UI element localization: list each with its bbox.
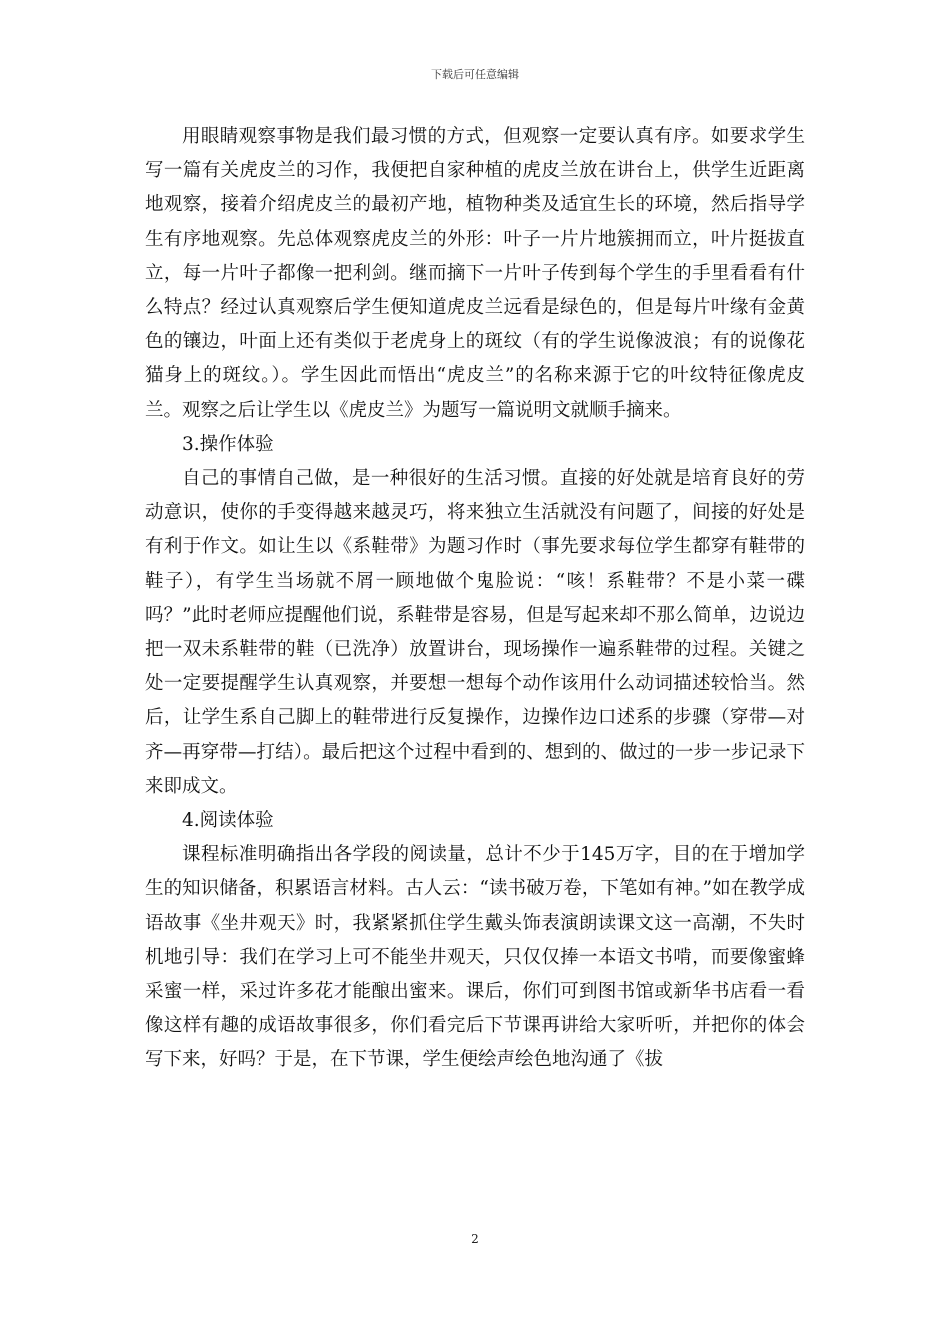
document-body	[145, 120, 805, 1078]
section-heading-reading: 4.阅读体验	[182, 810, 274, 832]
paragraph-reading: 课程标准明确指出各学段的阅读量，总计不少于145万字，目的在于增加学生的知识储备，积累语言材料。古人云：“读书破万卷，下笔如有神。”如在教学成语故事《坐井观天》时，我紧紧抓住学生戴头饰表演朗读课文这一高潮，不失时机地引导：我们在学习上可不能坐井观天，只仅仅捧一本语文书啃，而要像蜜蜂采蜜一样，采过许多花才能酿出蜜来。课后，你们可到图书馆或新华书店看一看像这样有趣的成语故事很多，你们看完后下节课再讲给大家听听，并把你的体会写下来，好吗？于是，在下节课，学生便绘声绘色地沟通了《拔	[145, 844, 805, 1071]
section-heading-operation: 3.操作体验	[182, 433, 274, 455]
paragraph-observation: 用眼睛观察事物是我们最习惯的方式，但观察一定要认真有序。如要求学生写一篇有关虎皮兰的习作，我便把自家种植的虎皮兰放在讲台上，供学生近距离地观察，接着介绍虎皮兰的最初产地，植物种类及适宜生长的环境，然后指导学生有序地观察。先总体观察虎皮兰的外形：叶子一片片地簇拥而立，叶片挺拔直立，每一片叶子都像一把利剑。继而摘下一片叶子传到每个学生的手里看看有什么特点？经过认真观察后学生便知道虎皮兰远看是绿色的，但是每片叶缘有金黄色的镶边，叶面上还有类似于老虎身上的斑纹（有的学生说像波浪；有的说像花猫身上的斑纹。）。学生因此而悟出“虎皮兰”的名称来源于它的叶纹特征像虎皮兰。观察之后让学生以《虎皮兰》为题写一篇说明文就顺手摘来。	[145, 126, 805, 421]
page-header: 下载后可任意编辑	[431, 68, 519, 81]
paragraph-operation: 自己的事情自己做，是一种很好的生活习惯。直接的好处就是培育良好的劳动意识，使你的手变得越来越灵巧，将来独立生活就没有问题了，间接的好处是有利于作文。如让生以《系鞋带》为题习作时（事先要求每位学生都穿有鞋带的鞋子），有学生当场就不屑一顾地做个鬼脸说：“咳！系鞋带？不是小菜一碟吗？”此时老师应提醒他们说，系鞋带是容易，但是写起来却不那么简单，边说边把一双未系鞋带的鞋（已洗净）放置讲台，现场操作一遍系鞋带的过程。关键之处一定要提醒学生认真观察，并要想一想每个动作该用什么动词描述较恰当。然后，让学生系自己脚上的鞋带进行反复操作，边操作边口述系的步骤（穿带—对齐—再穿带—打结）。最后把这个过程中看到的、想到的、做过的一步一步记录下来即成文。	[145, 468, 805, 797]
page-number: 2	[471, 1232, 479, 1246]
